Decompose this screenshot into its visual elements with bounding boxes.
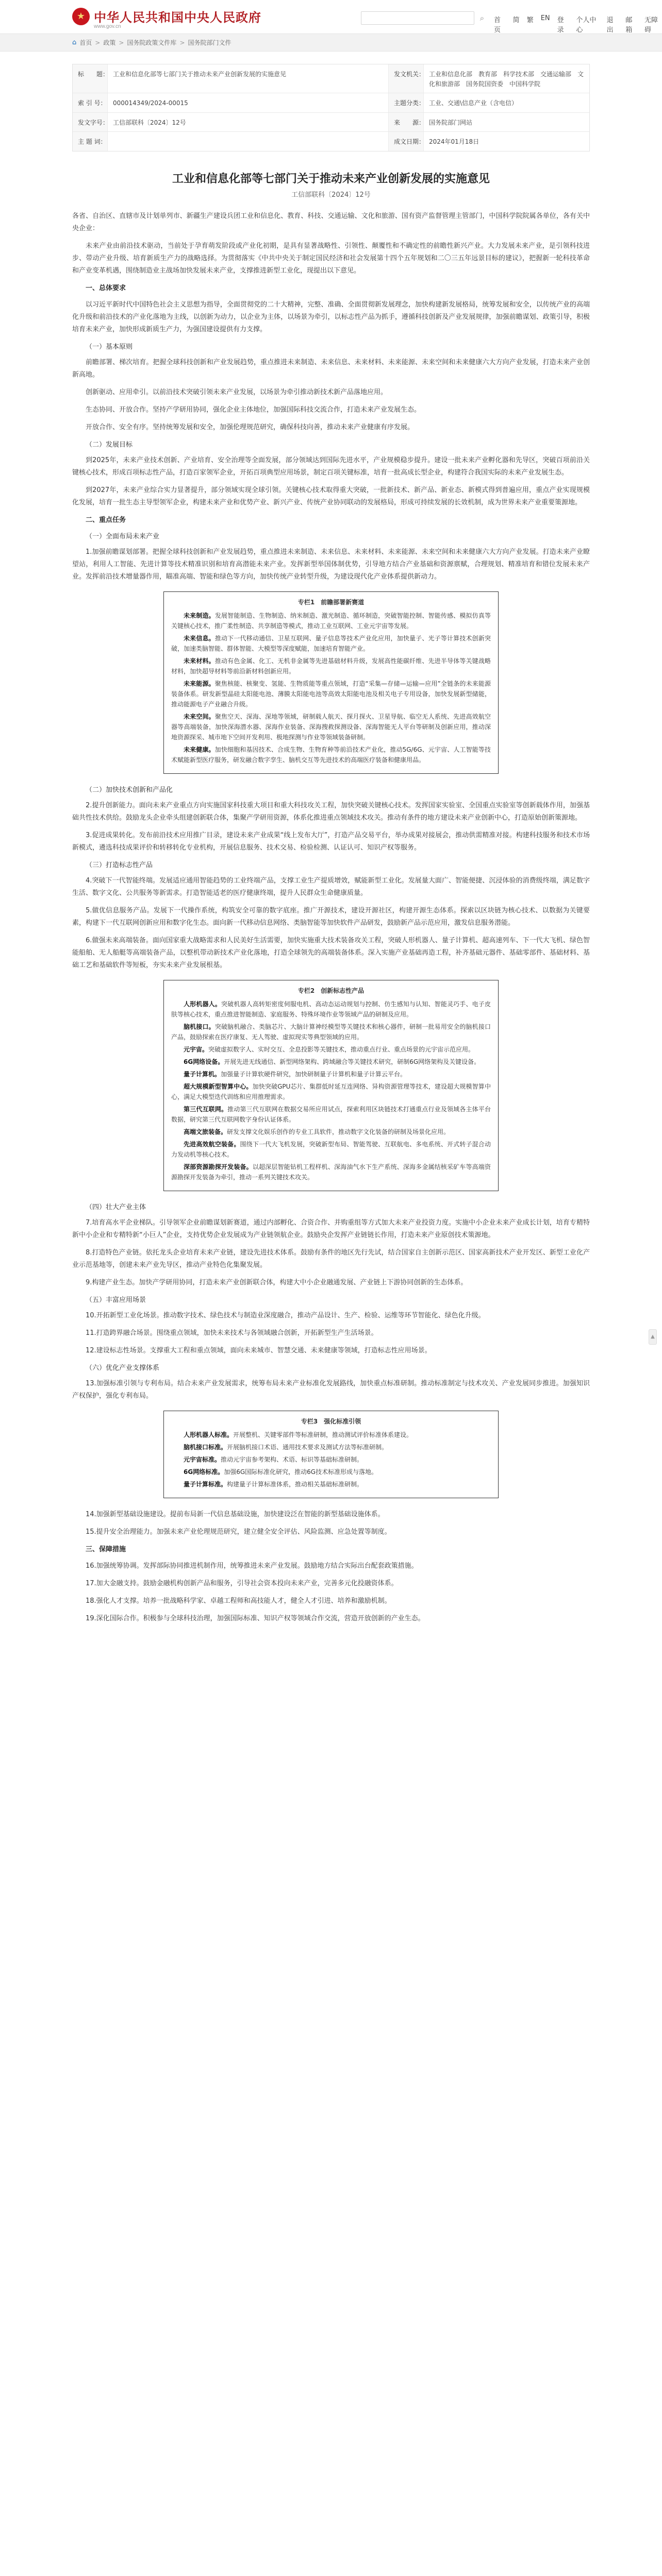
box-item-heading: 高端文旅装备。 (184, 1128, 227, 1136)
box-item (171, 1479, 491, 1489)
box-item-text: 推动有色金属、化工、无机非金属等先进基础材料升级，发展高性能碳纤维、先进半导体等关键战略材料，加快超导材料等前沿新材料创新应用。 (171, 657, 491, 675)
paragraph: 18.强化人才支撑。培养一批战略科学家、卓越工程师和高技能人才，健全人才引进、培养和激励机制。 (86, 1597, 391, 1605)
box-item-text: 突破虚拟数字人、实时交互、全息投影等关键技术，推动重点行业、重点场景的元宇宙示范应用。 (208, 1045, 475, 1053)
info-date-value: 2024年01月18日 (429, 138, 479, 146)
info-label: 标 题： (73, 64, 108, 93)
info-label: 主题分类： (389, 93, 424, 112)
paragraph: 到2027年，未来产业综合实力显著提升，部分领域实现全球引领。关键核心技术取得重大突破，一批新技术、新产品、新业态、新模式得到普遍应用，重点产业实现规模化发展，培育一批生态主导型领军企业，构建未来产业和优势产业、新兴产业、传统产业协同联动的发展格局，形成可持续发展的长效机制，成为世界未来产业重要策源地。 (72, 486, 590, 506)
info-keywords-value (108, 132, 118, 151)
subsection-heading: （二）发展目标 (86, 440, 133, 449)
info-label: 主 题 词： (73, 132, 108, 151)
box-item-text: 以超深层智能钻机工程样机、深海油气水下生产系统、深海多金属结核采矿车等高端资源勘探开发装备为牵引，推动一系列关键技术攻关。 (171, 1163, 491, 1181)
box-item-text: 聚焦空天、深海、深地等领域，研制载人航天、探月探火、卫星导航、临空无人系统、先进高效航空器等高端装备，加快深海潜水器、深海作业装备、深海搜救探测设备、深海智能无人平台等研制及创新应用，推动深地资源探采、城市地下空间开发利用、极地探测与作业等领域装备研制。 (171, 713, 491, 741)
search-icon[interactable]: ⌕ (479, 13, 485, 23)
section-heading: 三、保障措施 (86, 1545, 126, 1553)
info-docno-value: 工信部联科〔2024〕12号 (113, 118, 186, 126)
box-item (171, 1139, 491, 1160)
paragraph: 创新驱动、应用牵引。以前沿技术突破引领未来产业发展，以场景为牵引推动新技术新产品落地应用。 (86, 388, 388, 396)
paragraph: 2.提升创新能力。面向未来产业重点方向实施国家科技重大项目和重大科技攻关工程，加快突破关键核心技术。发挥国家实验室、全国重点实验室等创新载体作用，加强基础共性技术供给。鼓励龙头企业牵头组建创新联合体，集聚产学研用资源，体系化推进重点领域技术攻关。推动有条件的地方建设未来产业创新中心，打造原始创新策源地。 (72, 801, 590, 822)
box-item (171, 656, 491, 676)
box-item-heading: 元宇宙标准。 (184, 1455, 221, 1463)
box-item-heading: 未来信息。 (184, 634, 215, 642)
paragraph: 15.提升安全治理能力。加强未来产业伦理规范研究，建立健全安全评估、风险监测、应急处置等制度。 (86, 1528, 391, 1536)
box-item-text: 开展先进无线通信、新型网络架构、跨域融合等关键技术研究，研制6G网络架构及关键设备。 (224, 1058, 481, 1065)
box-item (171, 711, 491, 742)
box-item-text: 推动第三代互联网在数据交易所应用试点，探索利用区块链技术打通重点行业及领域各主体平台数据，研究第三代互联网数字身份认证体系。 (171, 1105, 491, 1123)
paragraph: 14.加强新型基础设施建设。提前布局新一代信息基础设施，加快建设泛在智能的新型基础设施体系。 (86, 1510, 385, 1518)
subsection-heading: （四）壮大产业主体 (86, 1203, 146, 1211)
info-label: 发文机关： (389, 64, 424, 93)
paragraph: 11.打造跨界融合场景。围绕重点领域，加快未来技术与各领域融合创新，开拓新型生产生活场景。 (86, 1329, 378, 1337)
section-heading: 一、总体要求 (86, 284, 126, 292)
link-accessibility[interactable]: 无障碍 (644, 16, 658, 34)
box-item-heading: 人形机器人标准。 (184, 1431, 234, 1438)
breadcrumb (0, 34, 662, 52)
link-mail[interactable]: 邮箱 (625, 16, 633, 34)
site-name: 中华人民共和国中央人民政府 (94, 10, 261, 25)
link-traditional[interactable]: 繁 (526, 16, 534, 24)
paragraph: 7.培育高水平企业梯队。引导领军企业前瞻谋划新赛道，通过内部孵化、合资合作、并购重组等方式加大未来产业投资力度。实施中小企业未来产业成长计划，培育专精特新中小企业和专精特新“小巨人”企业，支持优势企业发展成为产业链领航企业。鼓励央企发挥产业链链长作用，打造未来产业原创技术策源地。 (72, 1218, 590, 1239)
box-item (171, 679, 491, 709)
box-item-heading: 未来能源。 (184, 680, 215, 687)
article (72, 151, 590, 1625)
box-item-heading: 未来健康。 (184, 745, 215, 753)
box-item-text: 推动元宇宙参考架构、术语、标识等基础标准研制。 (221, 1455, 363, 1463)
info-label: 成文日期： (389, 132, 424, 151)
box-item-heading: 先进高效航空装备。 (184, 1140, 240, 1148)
breadcrumb-item[interactable]: 首页 (79, 39, 92, 46)
box-item (171, 1430, 491, 1440)
box-item (171, 999, 491, 1020)
paragraph: 3.促进成果转化。发布前沿技术应用推广目录，建设未来产业成果“线上发布大厅”，打造产品交易平台，举办成果对接展会，推动供需精准对接。构建科技服务和技术市场新模式，遴选科技成果评价和转移转化专业机构，开展信息服务、技术交易、检验检测、认证认可、知识产权等服务。 (72, 831, 590, 852)
site-logo[interactable] (72, 7, 261, 25)
sidebar-box-3 (163, 1411, 499, 1498)
paragraph: 各省、自治区、直辖市及计划单列市、新疆生产建设兵团工业和信息化、教育、科技、交通运输、文化和旅游、国有资产监督管理主管部门，中国科学院院属各单位，各有关中央企业： (72, 212, 590, 232)
info-row (73, 93, 589, 113)
breadcrumb-item[interactable]: 政策 (103, 39, 116, 46)
box-item (171, 1467, 491, 1477)
subsection-heading: （三）打造标志性产品 (86, 861, 153, 869)
box-item-heading: 未来材料。 (184, 657, 215, 665)
box-item (171, 1104, 491, 1125)
paragraph: 未来产业由前沿技术驱动，当前处于孕育萌发阶段或产业化初期，是具有显著战略性、引领性、颠覆性和不确定性的前瞻性新兴产业。大力发展未来产业，是引领科技进步、带动产业升级、培育新质生产力的战略选择。为贯彻落实《中共中央关于制定国民经济和社会发展第十四个五年规划和二〇三五年远景目标的建议》，把握新一轮科技革命和产业变革机遇，围绕制造业主战场加快发展未来产业，支撑推进新型工业化，现提出以下意见。 (72, 242, 590, 275)
paragraph: 10.开拓新型工业化场景。推动数字技术、绿色技术与制造业深度融合，推动产品设计、生产、检验、运维等环节智能化、绿色化升级。 (86, 1311, 485, 1319)
box-item-text: 加强量子计算软硬件研究，加快研制量子计算机和量子计算云平台。 (221, 1070, 407, 1078)
paragraph: 到2025年，未来产业技术创新、产业培育、安全治理等全面发展，部分领域达到国际先进水平，产业规模稳步提升。建设一批未来产业孵化器和先导区，突破百项前沿关键核心技术，形成百项标志性产品，打造百家领军企业，开拓百项典型应用场景，制定百项关键标准，培育一批高成长型企业，构建符合我国实际的未来产业发展生态。 (72, 456, 590, 477)
box-item-heading: 量子计算标准。 (184, 1480, 227, 1488)
breadcrumb-separator: > (179, 39, 185, 46)
sidebar-box-2 (163, 980, 499, 1191)
paragraph: 8.打造特色产业链。依托龙头企业培育未来产业链，建设先进技术体系。鼓励有条件的地区先行先试，结合国家自主创新示范区、国家高新技术产业开发区、新型工业化产业示范基地等，创建未来产业先导区，推动产业特色化集聚发展。 (72, 1248, 590, 1269)
box-item (171, 1127, 491, 1137)
box-item-heading: 6G网络标准。 (184, 1468, 224, 1476)
link-login[interactable]: 登录 (557, 16, 564, 34)
paragraph: 前瞻部署、梯次培育。把握全球科技创新和产业发展趋势，重点推进未来制造、未来信息、未来材料、未来能源、未来空间和未来健康六大方向产业发展，打造未来产业创新高地。 (72, 358, 590, 379)
link-home[interactable]: 首页 (494, 16, 501, 34)
paragraph: 4.突破下一代智能终端。发展适应通用智能趋势的工业终端产品，支撑工业生产提质增效，赋能新型工业化。发展量大面广、智能便捷、沉浸体验的消费级终端，满足数字生活、数字文化、公共服务等新需求。打造智能适老的医疗健康终端，提升人民群众生命健康质量。 (72, 876, 590, 897)
national-emblem-icon: ★ (72, 8, 90, 25)
box-item-heading: 脑机接口标准。 (184, 1443, 227, 1451)
paragraph: 1.加强前瞻谋划部署。把握全球科技创新和产业发展趋势，重点推进未来制造、未来信息、未来材料、未来能源、未来空间和未来健康六大方向产业发展。打造未来产业瞭望站，利用人工智能、先进计算等技术精准识别和培育高潜能未来产业。发挥新型举国体制优势，引导地方结合产业基础和资源禀赋，合理规划、精准培育和错位发展未来产业。发挥前沿技术增量器作用，瞄准高端、智能和绿色等方向，加快传统产业转型升级，为建设现代化产业体系提供新动力。 (72, 548, 590, 581)
info-issuer-value: 工业和信息化部 教育部 科学技术部 交通运输部 文化和旅游部 国务院国资委 中国科学院 (429, 71, 584, 88)
subsection-heading: （二）加快技术创新和产品化 (86, 786, 173, 794)
info-label: 索 引 号： (73, 93, 108, 112)
section-heading: 二、重点任务 (86, 516, 126, 524)
box-title: 专栏3 强化标准引领 (301, 1417, 361, 1425)
box-item-text: 加快突破GPU芯片、集群低时延互连网络、异构资源管理等技术，建设超大规模智算中心，满足大模型迭代训练和应用推理需求。 (171, 1082, 491, 1100)
box-item-text: 加快细胞和基因技术、合成生物、生物育种等前沿技术产业化，推动5G/6G、元宇宙、人工智能等技术赋能新型医疗服务，研发融合数字孪生、脑机交互等先进技术的高端医疗装备和健康用品。 (171, 745, 491, 764)
link-simplified[interactable]: 简 (512, 16, 520, 24)
info-row (73, 64, 589, 93)
article-body (72, 210, 590, 1625)
info-source-value: 国务院部门网站 (429, 118, 473, 126)
paragraph: 17.加大金融支持。鼓励金融机构创新产品和服务，引导社会资本投向未来产业，完善多元化投融资体系。 (86, 1579, 398, 1587)
box-item-heading: 未来制造。 (184, 612, 215, 619)
box-item (171, 1454, 491, 1465)
paragraph: 开放合作、安全有序。坚持统筹发展和安全，加强伦理规范研究，确保科技向善，推动未来产业健康有序发展。 (86, 423, 415, 431)
breadcrumb-item[interactable]: 国务院政策文件库 (127, 39, 177, 46)
box-item-text: 加强6G国际标准化研究，推动6G技术标准形成与落地。 (224, 1468, 378, 1476)
site-domain: www.gov.cn (94, 24, 121, 29)
back-to-top-button[interactable]: ▲ (649, 1329, 657, 1345)
box-title: 专栏2 创新标志性产品 (297, 987, 365, 994)
box-item (171, 1442, 491, 1452)
info-index-value: 000014349/2024-00015 (113, 99, 188, 107)
info-category-value: 工业、交通\信息产业（含电信） (429, 99, 518, 107)
box-item-heading: 元宇宙。 (184, 1045, 209, 1053)
box-item (171, 1044, 491, 1055)
box-item-text: 聚焦核能、核聚变、氢能、生物质能等重点领域，打造“采集—存储—运输—应用”全链条的未来能源装备体系。研发新型晶硅太阳能电池、薄膜太阳能电池等高效太阳能电池及相关电子专用设备，加快发展新型储能，推动能源电子产业融合升级。 (171, 680, 491, 708)
box-item-text: 推动下一代移动通信、卫星互联网、量子信息等技术产业化应用，加快量子、光子等计算技术创新突破，加速类脑智能、群体智能、大模型等深度赋能，加速培育智能产业。 (171, 634, 491, 652)
subsection-heading: （一）基本原则 (86, 343, 133, 351)
paragraph: 9.构建产业生态。加快产学研用协同，打造未来产业创新联合体，构建大中小企业融通发展、产业链上下游协同创新的生态体系。 (86, 1278, 468, 1286)
paragraph: 5.做优信息服务产品。发展下一代操作系统，构筑安全可靠的数字底座。推广开源技术，建设开源社区，构建开源生态体系。探索以区块链为核心技术、以数据为关键要素，构建下一代互联网创新应用和数字化生态。面向新一代移动信息网络、类脑智能等加快软件产品研发，鼓励新产品示范应用，激发信息服务潜能。 (72, 906, 590, 927)
box-item-heading: 人形机器人。 (184, 1000, 221, 1008)
paragraph: 12.建设标志性场景。支撑重大工程和重点领域，面向未来城市、智慧交通、未来健康等领域，打造标志性应用场景。 (86, 1346, 432, 1354)
paragraph: 6.做强未来高端装备。面向国家重大战略需求和人民美好生活需要，加快实施重大技术装备攻关工程，突破人形机器人、量子计算机、超高速列车、下一代大飞机、绿色智能船舶、无人船艇等高端装备产品，以整机带动新技术产业化落地，打造全球领先的高端装备体系。深入实施产业基础再造工程，补齐基础元器件、基础零部件、基础材料、基础工艺和基础软件等短板，夯实未来产业发展根基。 (72, 936, 590, 969)
box-item-heading: 6G网络设备。 (184, 1058, 224, 1065)
box-item-text: 发展智能制造、生物制造、纳米制造、激光制造、循环制造，突破智能控制、智能传感、模拟仿真等关键核心技术，推广柔性制造、共享制造等模式，推动工业互联网、工业元宇宙等发展。 (171, 612, 491, 630)
paragraph: 16.加强统筹协调。发挥部际协同推进机制作用，统筹推进未来产业发展。鼓励地方结合实际出台配套政策措施。 (86, 1562, 418, 1570)
breadcrumb-item[interactable]: 国务院部门文件 (188, 39, 231, 46)
box-item (171, 744, 491, 765)
box-item (171, 1162, 491, 1182)
site-header (0, 0, 662, 34)
box-item (171, 1022, 491, 1042)
box-item (171, 1081, 491, 1102)
box-item-text: 研发支撑文化娱乐创作的专业工具软件，推动数字文化装备的研制及场景化应用。 (227, 1128, 450, 1136)
box-item-text: 构建量子计算标准体系，推动相关基础标准研制。 (227, 1480, 363, 1488)
paragraph: 19.深化国际合作。积极参与全球科技治理，加强国际标准、知识产权等领域合作交流，营造开放创新的产业生态。 (86, 1614, 425, 1622)
box-item-text: 开展脑机接口术语、通用技术要求及测试方法等标准研制。 (227, 1443, 388, 1451)
box-item-heading: 超大规模新型智算中心。 (184, 1082, 253, 1090)
paragraph: 以习近平新时代中国特色社会主义思想为指导，全面贯彻党的二十大精神，完整、准确、全面贯彻新发展理念，加快构建新发展格局，统筹发展和安全，以传统产业的高端化升级和前沿技术的产业化落地为主线，以创新为动力，以企业为主体，以场景为牵引，以标志性产品为抓手，遵循科技创新及产业发展规律，加强前瞻谋划、政策引导，积极培育未来产业，加快形成新质生产力，为强国建设提供有力支撑。 (72, 300, 590, 333)
box-item-heading: 深部资源勘探开发装备。 (184, 1163, 253, 1171)
link-logout[interactable]: 退出 (606, 16, 614, 34)
box-item-text: 开展整机、关键零部件等标准研制，推动测试评价标准体系建设。 (233, 1431, 413, 1438)
box-item (171, 1057, 491, 1067)
box-item-text: 突破脑机融合、类脑芯片、大脑计算神经模型等关键技术和核心器件，研制一批易用安全的脑机接口产品，鼓励探索在医疗康复、无人驾驶、虚拟现实等典型领域的应用。 (171, 1023, 491, 1041)
paragraph: 生态协同、开放合作。坚持产学研用协同，强化企业主体地位，加强国际科技交流合作，打造未来产业发展生态。 (86, 405, 421, 414)
breadcrumb-separator: > (95, 39, 101, 46)
box-item-heading: 第三代互联网。 (184, 1105, 228, 1113)
box-item-heading: 脑机接口。 (184, 1023, 215, 1030)
box-item (171, 1069, 491, 1079)
box-item-heading: 量子计算机。 (184, 1070, 221, 1078)
info-row (73, 132, 589, 151)
info-label: 发文字号： (73, 113, 108, 132)
article-title: 工业和信息化部等七部门关于推动未来产业创新发展的实施意见 (172, 172, 490, 185)
search-input[interactable] (361, 11, 474, 25)
info-row (73, 113, 589, 132)
link-personal-center[interactable]: 个人中心 (576, 16, 597, 34)
sidebar-box-1 (163, 591, 499, 774)
info-title-value: 工业和信息化部等七部门关于推动未来产业创新发展的实施意见 (113, 71, 287, 78)
box-item (171, 633, 491, 654)
subsection-heading: （五）丰富应用场景 (86, 1296, 146, 1304)
box-title: 专栏1 前瞻部署新赛道 (297, 598, 365, 606)
link-english[interactable]: EN (540, 14, 550, 22)
info-label: 来 源： (389, 113, 424, 132)
top-links (494, 14, 662, 34)
box-item-heading: 未来空间。 (184, 713, 215, 720)
subsection-heading: （一）全面布局未来产业 (86, 532, 160, 540)
home-icon: ⌂ (72, 39, 77, 46)
box-item (171, 611, 491, 631)
article-docno: 工信部联科〔2024〕12号 (291, 191, 371, 199)
box-item-text: 突破机器人高转矩密度伺服电机、高动态运动规划与控制、仿生感知与认知、智能灵巧手、电子皮肤等核心技术，重点推进智能制造、家庭服务、特殊环境作业等领域产品的研制及应用。 (171, 1000, 491, 1018)
subsection-heading: （六）优化产业支撑体系 (86, 1364, 160, 1372)
box-item-text: 围绕下一代大飞机发展，突破新型布局、智能驾驶、互联航电、多电系统、开式转子混合动力发动机等核心技术。 (171, 1140, 491, 1158)
document-info-table (72, 64, 590, 151)
paragraph: 13.加强标准引领与专利布局。结合未来产业发展需求，统筹布局未来产业标准化发展路线，加快重点标准研制。推动标准制定与技术攻关、产业发展同步推进。加强知识产权保护，强化专利布局。 (72, 1379, 590, 1400)
breadcrumb-separator: > (119, 39, 124, 46)
